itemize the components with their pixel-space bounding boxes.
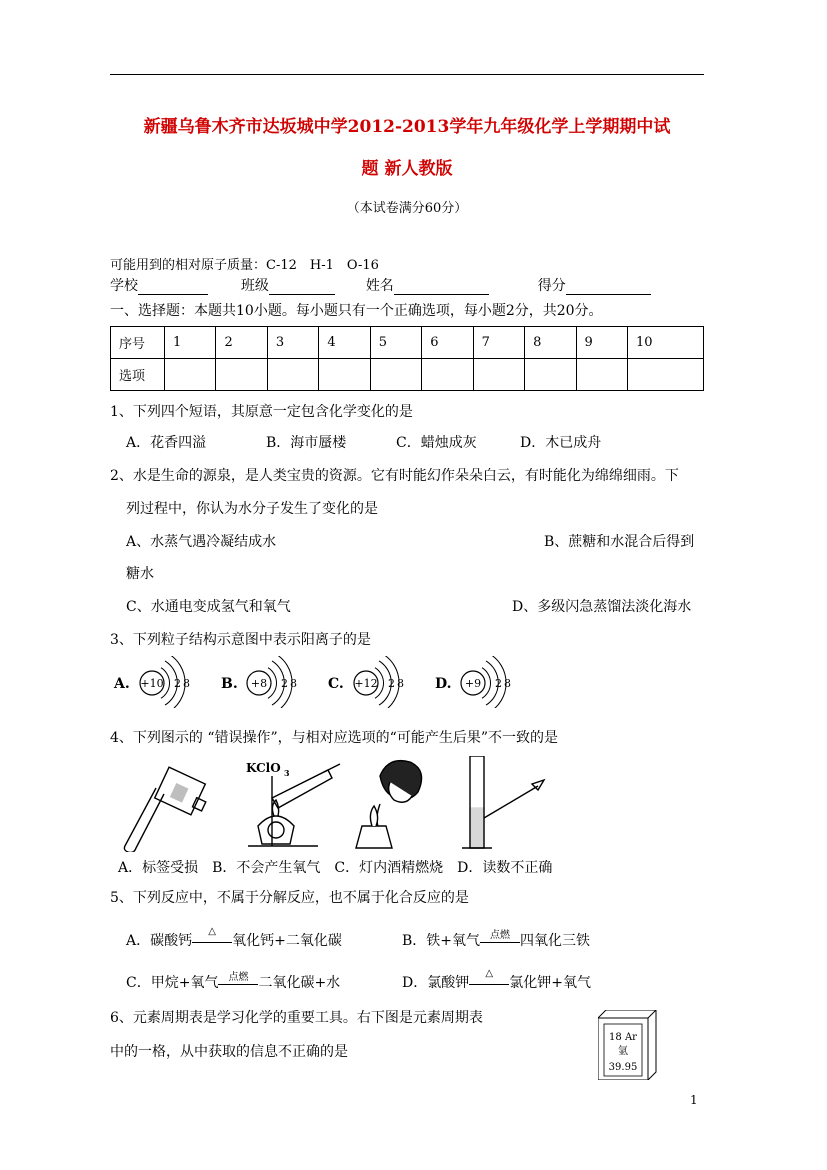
shell-electron-count: 8: [183, 677, 190, 690]
arrow-condition: 点燃: [490, 930, 511, 941]
periodic-table-cell: [598, 1010, 658, 1080]
page-title-line1: 新疆乌鲁木齐市达坂城中学2012-2013学年九年级化学上学期期中试: [143, 117, 671, 137]
q5-a-right: 氧化钙+二氧化碳: [232, 933, 342, 949]
q5-option-b[interactable]: [402, 930, 590, 950]
section1-heading: 一、选择题：本题共10小题。每小题只有一个正确选项，每小题2分，共20分。: [110, 303, 603, 319]
q5-stem: 5、下列反应中，不属于分解反应，也不属于化合反应的是: [110, 890, 469, 906]
arrow-condition: △: [208, 926, 216, 937]
q4-captions: A．标签受损 B．不会产生氧气 C．灯内酒精燃烧 D．读数不正确: [118, 860, 553, 876]
class-field[interactable]: [269, 280, 335, 295]
q1-option-d[interactable]: D．木已成舟: [520, 435, 602, 451]
q6-stem-line2: 中的一格，从中获取的信息不正确的是: [110, 1044, 348, 1060]
q5-d-left: D．氯酸钾: [402, 975, 470, 991]
table-cell: 2: [216, 327, 267, 359]
shell-electron-count: 2: [495, 677, 502, 690]
reaction-arrow: [469, 968, 509, 990]
answer-cell[interactable]: [319, 359, 370, 391]
nucleus-charge: +8: [250, 677, 268, 690]
measuring-cylinder-illustration: [462, 756, 544, 848]
q2-option-b[interactable]: B、蔗糖和水混合后得到: [544, 534, 695, 550]
atom-diagram-d: [435, 656, 511, 708]
table-row: [111, 359, 704, 391]
nucleus-charge: +10: [140, 677, 164, 690]
q2-option-b-cont: 糖水: [126, 566, 154, 582]
option-letter: A.: [114, 676, 130, 692]
q5-c-right: 二氧化碳+水: [258, 975, 341, 991]
answer-cell[interactable]: [576, 359, 627, 391]
kclo3-label: KClO: [246, 761, 281, 775]
class-label: 班级: [240, 278, 269, 294]
q1-stem: 1、下列四个短语，其原意一定包含化学变化的是: [110, 404, 413, 420]
reaction-arrow: [192, 926, 232, 948]
q2-option-a[interactable]: A、水蒸气遇冷凝结成水: [126, 534, 277, 550]
q2-option-c[interactable]: C、水通电变成氢气和氧气: [126, 599, 291, 615]
arrow-condition: 点燃: [228, 972, 249, 983]
name-field[interactable]: [394, 280, 489, 295]
table-cell: 9: [576, 327, 627, 359]
nucleus-charge: +9: [464, 677, 482, 690]
table-cell: 4: [319, 327, 370, 359]
table-cell: 3: [267, 327, 318, 359]
answer-cell[interactable]: [473, 359, 524, 391]
table-cell: 6: [422, 327, 473, 359]
score-field[interactable]: [566, 280, 651, 295]
kclo3-heating-illustration: [248, 764, 340, 846]
q2-stem-line2: 列过程中，你认为水分子发生了变化的是: [126, 501, 378, 517]
shell-electron-count: 8: [397, 677, 404, 690]
atom-diagram-c: [328, 656, 404, 708]
answer-cell[interactable]: [165, 359, 216, 391]
electron-shell-arc: [482, 668, 491, 699]
table-header-cell: 选项: [111, 359, 165, 391]
table-header-cell: 序号: [111, 327, 165, 359]
electron-shell-arc: [268, 668, 277, 699]
table-row: [111, 327, 704, 359]
shell-electron-count: 8: [504, 677, 511, 690]
nucleus-charge: +12: [354, 677, 378, 690]
student-info-row: [110, 275, 651, 295]
answer-cell[interactable]: [267, 359, 318, 391]
q1-option-c[interactable]: C．蜡烛成灰: [396, 435, 477, 451]
shell-electron-count: 2: [281, 677, 288, 690]
table-cell: 8: [525, 327, 576, 359]
q5-a-left: A．碳酸钙: [126, 933, 193, 949]
atom-diagram-a: [113, 656, 190, 708]
q5-option-d[interactable]: [402, 968, 591, 992]
answer-table: [110, 326, 704, 391]
q5-option-c[interactable]: [126, 972, 340, 992]
q1-option-a[interactable]: A．花香四溢: [126, 435, 207, 451]
q5-option-a[interactable]: [126, 926, 342, 950]
reaction-arrow: [480, 930, 520, 948]
shell-electron-count: 2: [174, 677, 181, 690]
q2-option-d[interactable]: D、多级闪急蒸馏法淡化海水: [512, 599, 692, 615]
page-number: 1: [690, 1093, 698, 1107]
option-letter: D.: [435, 676, 452, 692]
atom-diagram-b: [221, 656, 297, 708]
pouring-bottle-illustration: [124, 767, 205, 852]
shell-electron-count: 2: [388, 677, 395, 690]
table-cell: 10: [627, 327, 703, 359]
page-title-line2: 题 新人教版: [361, 159, 453, 179]
q6-stem-line1: 6、元素周期表是学习化学的重要工具。右下图是元素周期表: [110, 1010, 483, 1026]
element-name: 氩: [618, 1046, 628, 1057]
score-label: 得分: [537, 278, 566, 294]
q5-c-left: C．甲烷+氧气: [126, 975, 219, 991]
table-cell: 7: [473, 327, 524, 359]
table-cell: 1: [165, 327, 216, 359]
answer-cell[interactable]: [370, 359, 421, 391]
option-letter: B.: [221, 676, 238, 692]
kclo3-subscript: 3: [284, 768, 290, 778]
girl-blowing-lamp-illustration: [356, 761, 422, 848]
name-label: 姓名: [365, 278, 394, 294]
answer-cell[interactable]: [627, 359, 703, 391]
answer-cell[interactable]: [525, 359, 576, 391]
answer-cell[interactable]: [216, 359, 267, 391]
table-cell: 5: [370, 327, 421, 359]
page-subtitle: （本试卷满分60分）: [346, 201, 468, 216]
q5-b-left: B．铁+氧气: [402, 933, 481, 949]
header-rule: [110, 74, 704, 75]
q2-stem-line1: 2、水是生命的源泉，是人类宝贵的资源。它有时能幻作朵朵白云，有时能化为绵绵细雨。下: [110, 468, 679, 484]
answer-cell[interactable]: [422, 359, 473, 391]
q3-atom-diagrams: [110, 656, 530, 708]
q5-b-right: 四氧化三铁: [520, 933, 591, 949]
atomic-masses: 可能用到的相对原子质量：C-12 H-1 O-16: [110, 258, 379, 273]
element-mass: 39.95: [608, 1062, 638, 1073]
element-number-symbol: 18 Ar: [609, 1032, 637, 1043]
q1-option-b[interactable]: B．海市蜃楼: [266, 435, 347, 451]
q5-d-right: 氯化钾+氧气: [509, 975, 591, 991]
school-label: 学校: [110, 278, 138, 294]
option-letter: C.: [328, 676, 344, 692]
school-field[interactable]: [138, 280, 208, 295]
shell-electron-count: 8: [290, 677, 297, 690]
reaction-arrow: [218, 972, 258, 990]
q4-lab-illustrations: [118, 756, 558, 852]
q3-stem: 3、下列粒子结构示意图中表示阳离子的是: [110, 632, 371, 648]
q4-stem: 4、下列图示的 “错误操作”，与相对应选项的“可能产生后果”不一致的是: [110, 730, 558, 746]
arrow-condition: △: [485, 968, 494, 979]
